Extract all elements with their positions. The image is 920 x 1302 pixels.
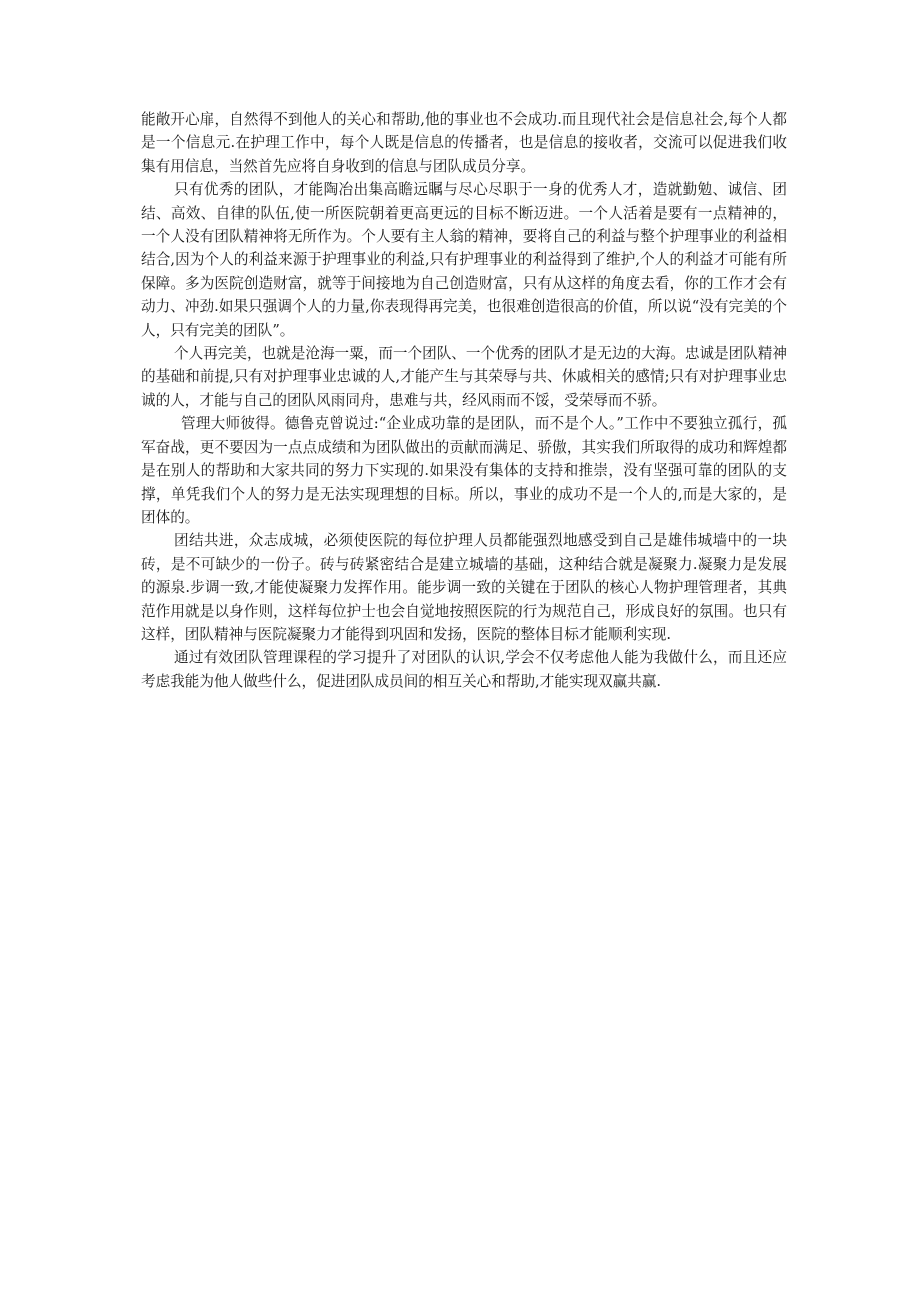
paragraph-4: 管理大师彼得。德鲁克曾说过:“企业成功靠的是团队，而不是个人。”工作中不要独立孤行，孤军奋战，更不要因为一点点成绩和为团队做出的贡献而满足、骄傲，其实我们所取得的成功和辉煌都是在别人的帮助和大家共同的努力下实现的.如果没有集体的支持和推崇，没有坚强可靠的团队的支撑，单凭我们个人的努力是无法实现理想的目标。所以，事业的成功不是一个人的,而是大家的，是团体的。 [141,415,787,526]
document-page [141,108,787,693]
paragraph-3: 个人再完美，也就是沧海一粟，而一个团队、一个优秀的团队才是无边的大海。忠诚是团队精神的基础和前提,只有对护理事业忠诚的人,才能产生与其荣辱与共、休戚相关的感情;只有对护理事业忠诚的人，才能与自己的团队风雨同舟，患难与共，经风雨而不馁，受荣辱而不骄。 [141,345,787,409]
paragraph-2: 只有优秀的团队，才能陶冶出集高瞻远瞩与尽心尽职于一身的优秀人才，造就勤勉、诚信、团结、高效、自律的队伍,使一所医院朝着更高更远的目标不断迈进。一个人活着是要有一点精神的，一个人没有团队精神将无所作为。个人要有主人翁的精神，要将自己的利益与整个护理事业的利益相结合,因为个人的利益来源于护理事业的利益,只有护理事业的利益得到了维护,个人的利益才可能有所保障。多为医院创造财富，就等于间接地为自己创造财富，只有从这样的角度去看，你的工作才会有动力、冲劲.如果只强调个人的力量,你表现得再完美，也很难创造很高的价值，所以说“没有完美的个人，只有完美的团队”。 [141,181,787,339]
paragraph-1: 能敞开心扉，自然得不到他人的关心和帮助,他的事业也不会成功.而且现代社会是信息社会,每个人都是一个信息元.在护理工作中，每个人既是信息的传播者，也是信息的接收者，交流可以促进我们收集有用信息，当然首先应将自身收到的信息与团队成员分享。 [141,111,787,175]
paragraph-6: 通过有效团队管理课程的学习提升了对团队的认识,学会不仅考虑他人能为我做什么，而且还应考虑我能为他人做些什么，促进团队成员间的相互关心和帮助,才能实现双赢共赢. [141,649,787,690]
paragraph-5: 团结共进，众志成城，必须使医院的每位护理人员都能强烈地感受到自己是雄伟城墙中的一块砖，是不可缺少的一份子。砖与砖紧密结合是建立城墙的基础，这种结合就是凝聚力.凝聚力是发展的源泉.步调一致,才能使凝聚力发挥作用。能步调一致的关键在于团队的核心人物护理管理者，其典范作用就是以身作则，这样每位护士也会自觉地按照医院的行为规范自己，形成良好的氛围。也只有这样，团队精神与医院凝聚力才能得到巩固和发扬，医院的整体目标才能顺利实现. [141,532,787,643]
